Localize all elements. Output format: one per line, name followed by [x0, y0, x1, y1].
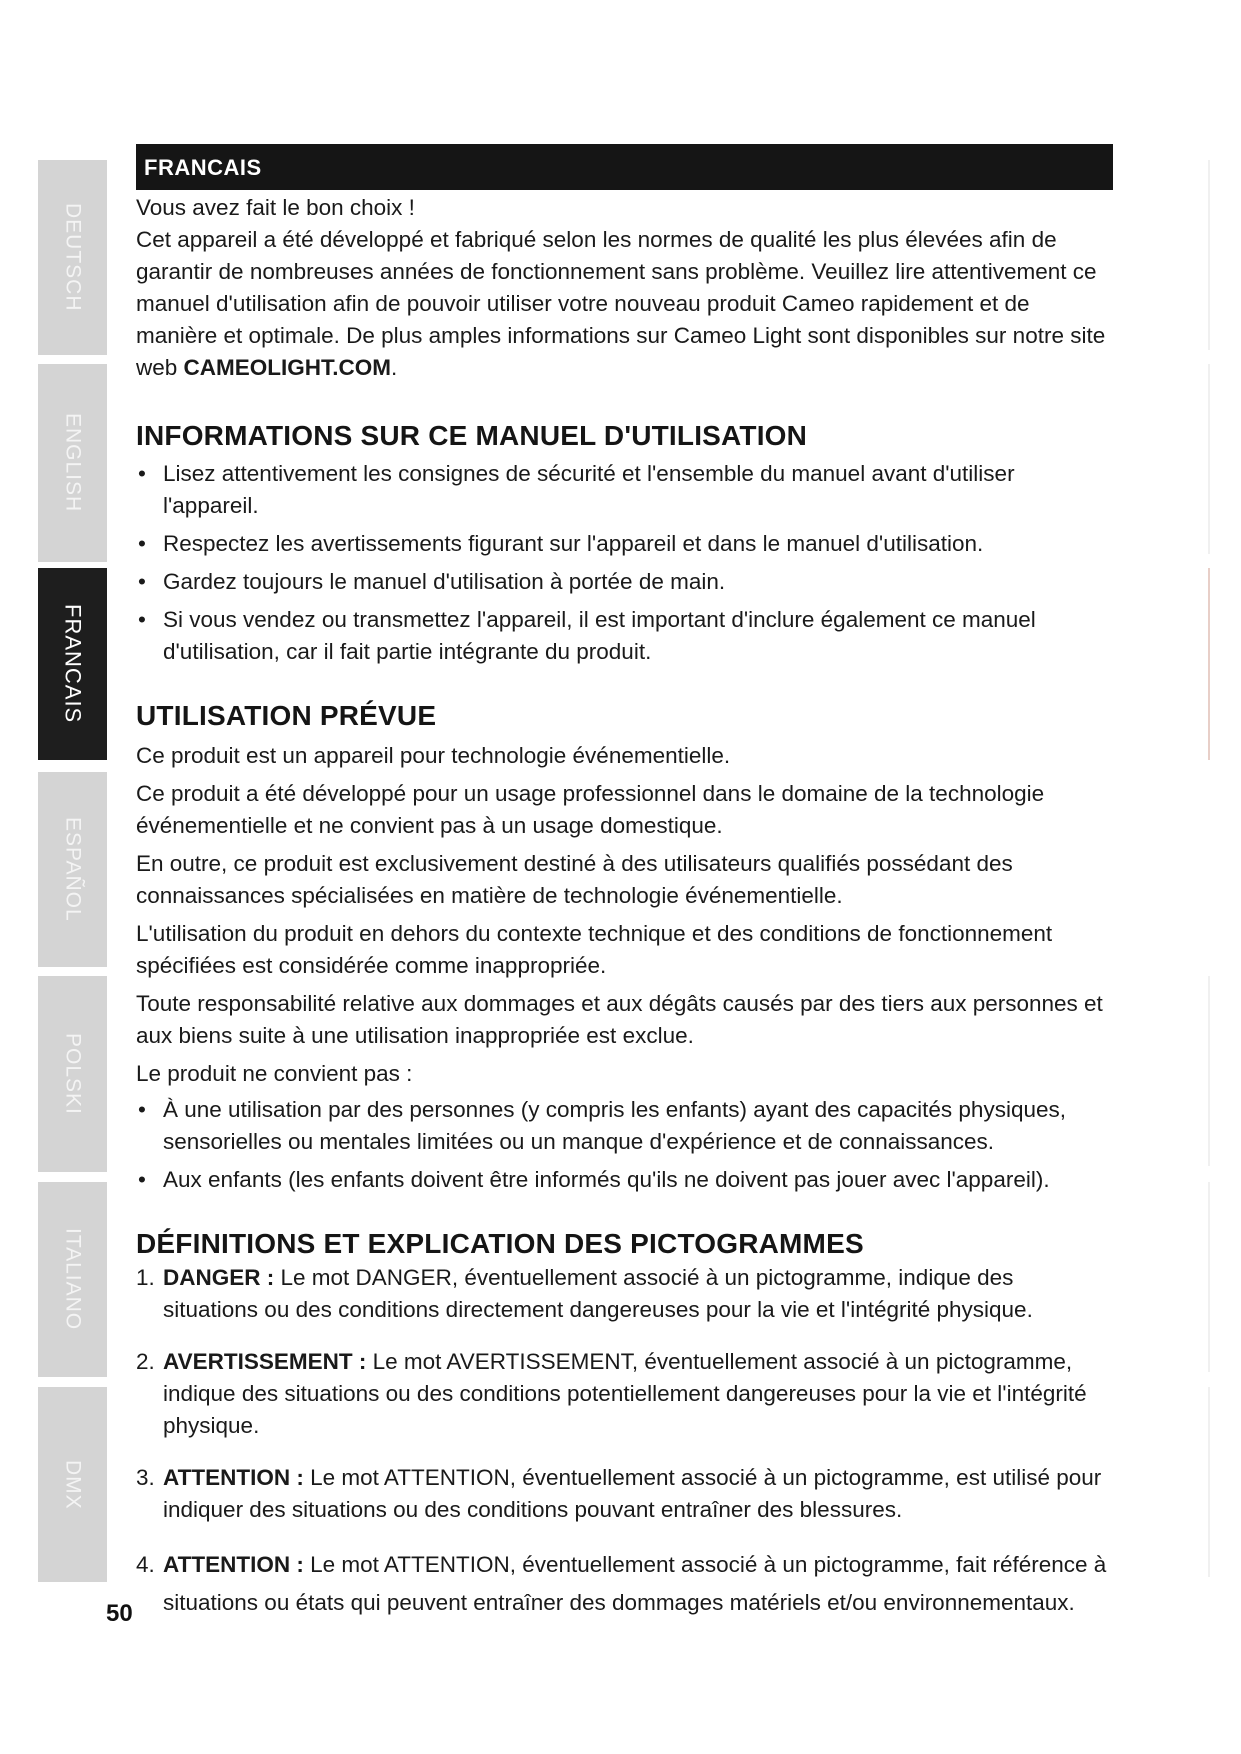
bullet-item: • Si vous vendez ou transmettez l'appareil, il est important d'inclure également ce manuel d'utilisation, car il fait partie intégrante du produit.: [136, 604, 1113, 668]
definition-item: [136, 1346, 1113, 1442]
tab-polski[interactable]: [38, 976, 107, 1172]
tab-polski-label: POLSKI: [61, 1033, 85, 1115]
definition-item: [136, 1462, 1113, 1526]
definition-item: [136, 1546, 1113, 1622]
section-title: UTILISATION PRÉVUE: [136, 700, 437, 731]
language-header-bar: FRANCAIS: [136, 144, 1113, 190]
page-edge-line: [1208, 160, 1210, 350]
tab-dmx-label: DMX: [61, 1459, 85, 1510]
intro-end: .: [391, 355, 398, 380]
item-number: 3.: [136, 1465, 155, 1490]
section-manual-info: [136, 418, 1113, 668]
tab-english[interactable]: [38, 364, 107, 562]
item-number: 2.: [136, 1349, 155, 1374]
bullet-item: • À une utilisation par des personnes (y compris les enfants) ayant des capacités physiques, sensorielles ou mentales limitées ou un manque d'expérience et de connaissances.: [136, 1094, 1113, 1158]
definition-item: [136, 1262, 1113, 1326]
bullet-item: • Aux enfants (les enfants doivent être informés qu'ils ne doivent pas jouer avec l'appareil).: [136, 1164, 1113, 1196]
paragraph: Le produit ne convient pas :: [136, 1061, 413, 1086]
paragraph: En outre, ce produit est exclusivement destiné à des utilisateurs qualifiés possédant des connaissances spécialisées en matière de technologie événementielle.: [136, 851, 1013, 908]
tab-espanol-label: ESPAÑOL: [61, 817, 85, 922]
paragraph: Toute responsabilité relative aux dommages et aux dégâts causés par des tiers aux personnes et aux biens suite à une utilisation inappropriée est exclue.: [136, 991, 1103, 1048]
page-edge-line: [1208, 976, 1210, 1166]
website-link[interactable]: CAMEOLIGHT.COM: [183, 355, 392, 380]
tab-dmx[interactable]: [38, 1387, 107, 1582]
section-title: INFORMATIONS SUR CE MANUEL D'UTILISATION: [136, 420, 808, 451]
definition-term: ATTENTION :: [163, 1552, 304, 1577]
item-number: 4.: [136, 1552, 155, 1577]
page-edge-line-active: [1208, 568, 1210, 760]
definition-text: Le mot AVERTISSEMENT, éventuellement associé à un pictogramme, indique des situations ou des conditions potentiellement dangereuses pour la vie et l'intégrité physique.: [163, 1349, 1087, 1438]
page-content: [136, 144, 1113, 1642]
paragraph: Ce produit a été développé pour un usage professionnel dans le domaine de la technologie événementielle et ne convient pas à un usage domestique.: [136, 781, 1045, 838]
definition-term: DANGER :: [163, 1265, 275, 1290]
definitions-list: [136, 1262, 1113, 1622]
definition-text: Le mot ATTENTION, éventuellement associé à un pictogramme, fait référence à situations ou états qui peuvent entraîner des dommages matériels et/ou environnementaux.: [163, 1552, 1107, 1615]
bullet-list: [136, 458, 1113, 668]
bullet-list: [136, 1094, 1113, 1196]
tab-deutsch-label: DEUTSCH: [61, 203, 85, 312]
intro-block: [136, 192, 1113, 384]
bullet-item: • Gardez toujours le manuel d'utilisation à portée de main.: [136, 566, 1113, 598]
intro-paragraph: [136, 224, 1113, 384]
bullet-item: • Respectez les avertissements figurant sur l'appareil et dans le manuel d'utilisation.: [136, 528, 1113, 560]
paragraph: Ce produit est un appareil pour technologie événementielle.: [136, 743, 731, 768]
page-edge-line: [1208, 1387, 1210, 1577]
bullet-item: • Lisez attentivement les consignes de sécurité et l'ensemble du manuel avant d'utiliser l'appareil.: [136, 458, 1113, 522]
item-number: 1.: [136, 1265, 155, 1290]
definition-text: Le mot DANGER, éventuellement associé à un pictogramme, indique des situations ou des conditions directement dangereuses pour la vie et l'intégrité physique.: [163, 1265, 1033, 1322]
page-edge-line: [1208, 364, 1210, 554]
definition-term: AVERTISSEMENT :: [163, 1349, 367, 1374]
page-edge-line: [1208, 1182, 1210, 1372]
tab-deutsch[interactable]: [38, 160, 107, 355]
section-definitions: [136, 1226, 1113, 1622]
intro-text: Cet appareil a été développé et fabriqué selon les normes de qualité les plus élevées afin de garantir de nombreuses années de fonctionnement sans problème. Veuillez lire attentivement ce manuel d'utilisation afin de pouvoir utiliser votre nouveau produit Cameo rapidement et de manière et optimale. De plus amples informations sur Cameo Light sont disponibles sur notre site web: [136, 227, 1106, 380]
definition-term: ATTENTION :: [163, 1465, 304, 1490]
tab-english-label: ENGLISH: [61, 413, 85, 513]
paragraph: L'utilisation du produit en dehors du contexte technique et des conditions de fonctionnement spécifiées est considérée comme inappropriée.: [136, 921, 1053, 978]
section-intended-use: [136, 698, 1113, 1196]
tab-espanol[interactable]: [38, 772, 107, 967]
page-number: 50: [106, 1600, 133, 1627]
tab-italiano-label: ITALIANO: [61, 1228, 85, 1331]
intro-line: Vous avez fait le bon choix !: [136, 195, 415, 220]
tab-francais[interactable]: [38, 568, 107, 760]
section-title: DÉFINITIONS ET EXPLICATION DES PICTOGRAMMES: [136, 1228, 864, 1259]
definition-text: Le mot ATTENTION, éventuellement associé à un pictogramme, est utilisé pour indiquer des situations ou des conditions pouvant entraîner des blessures.: [163, 1465, 1102, 1522]
tab-francais-label: FRANCAIS: [60, 604, 86, 724]
tab-italiano[interactable]: [38, 1182, 107, 1377]
